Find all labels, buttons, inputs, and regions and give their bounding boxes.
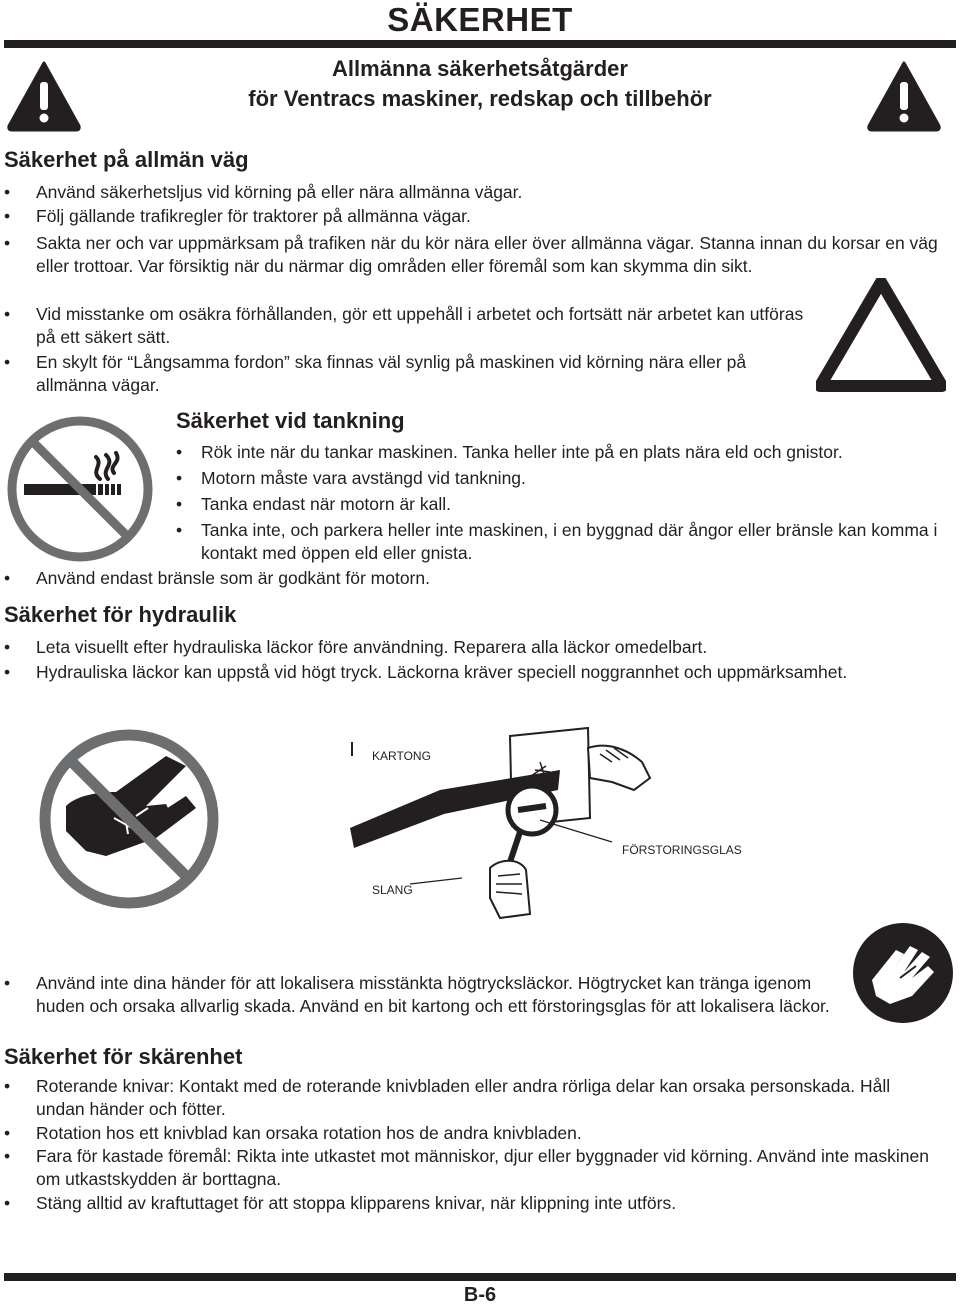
- list-item: • Leta visuellt efter hydrauliska läckor före användning. Reparera alla läckor omedelbart.: [4, 637, 708, 657]
- warning-triangle-icon-right: [866, 60, 942, 132]
- top-rule: [4, 40, 956, 48]
- heading-blade-safety: Säkerhet för skärenhet: [4, 1044, 243, 1069]
- heading-road-safety: Säkerhet på allmän väg: [4, 147, 249, 172]
- warning-triangle-icon-left: [6, 60, 82, 132]
- page-number: B-6: [463, 1284, 497, 1306]
- label-cardboard: KARTONG: [372, 749, 431, 763]
- list-item: • Fara för kastade föremål: Rikta inte utkastet mot människor, djur eller byggnader vid körning. Använd inte maskinen om utkastskydden är borttagna.: [4, 1146, 929, 1189]
- list-item: • Använd endast bränsle som är godkänt för motorn.: [4, 568, 430, 588]
- heading-fuel-safety: Säkerhet vid tankning: [176, 408, 405, 433]
- subtitle-line-2: för Ventracs maskiner, redskap och tillbehör: [248, 86, 712, 111]
- list-item: • Använd inte dina händer för att lokalisera misstänkta högtrycksläckor. Högtrycket kan tränga igenom huden och orsaka allvarlig skada. Använd en bit kartong och ett förstoringsglas för att lokalisera läckor.: [4, 973, 830, 1016]
- list-item: • Roterande knivar: Kontakt med de roterande knivbladen eller andra rörliga delar kan orsaka personskada. Håll undan händer och fötter.: [4, 1076, 891, 1119]
- no-hands-prohibition-icon: [36, 726, 222, 912]
- label-hose: SLANG: [372, 883, 413, 897]
- list-item: • Rök inte när du tankar maskinen. Tanka heller inte på en plats nära eld och gnistor.: [176, 442, 843, 462]
- list-item: • Vid misstanke om osäkra förhållanden, gör ett uppehåll i arbetet och fortsätt när arbetet kan utföras på ett säkert sätt.: [4, 304, 804, 347]
- label-magnifier: FÖRSTORINGSGLAS: [622, 843, 742, 857]
- list-item: • Hydrauliska läckor kan uppstå vid högt tryck. Läckorna kräver speciell noggrannhet och uppmärksamhet.: [4, 662, 848, 682]
- slow-moving-vehicle-sign-icon: [816, 278, 946, 392]
- list-item: • Följ gällande trafikregler för traktorer på allmänna vägar.: [4, 206, 471, 226]
- list-item: • Använd säkerhetsljus vid körning på eller nära allmänna vägar.: [4, 182, 523, 202]
- list-item: • Rotation hos ett knivblad kan orsaka rotation hos de andra knivbladen.: [4, 1123, 582, 1143]
- bottom-rule: [4, 1273, 956, 1281]
- list-item: • En skylt för “Långsamma fordon” ska finnas väl synlig på maskinen vid körning nära eller på allmänna vägar.: [4, 352, 747, 395]
- list-item: • Motorn måste vara avstängd vid tankning.: [176, 468, 526, 488]
- list-item: • Tanka endast när motorn är kall.: [176, 494, 451, 514]
- list-item: • Stäng alltid av kraftuttaget för att stoppa klipparens knivar, när klippning inte utförs.: [4, 1193, 677, 1213]
- subtitle-line-1: Allmänna säkerhetsåtgärder: [332, 56, 628, 81]
- list-item: • Tanka inte, och parkera heller inte maskinen, i en byggnad där ångor eller bränsle kan komma i kontakt med öppen eld eller gnista.: [176, 520, 938, 563]
- heading-hydraulic-safety: Säkerhet för hydraulik: [4, 602, 237, 627]
- hand-injection-warning-icon: [850, 920, 956, 1026]
- list-item: • Sakta ner och var uppmärksam på trafiken när du kör nära eller över allmänna vägar. Stanna innan du korsar en väg eller trottoar. Var försiktig när du närmar dig områden eller föremål som kan skymma din sikt.: [4, 233, 938, 276]
- page-title: SÄKERHET: [387, 1, 573, 38]
- no-smoking-icon: [4, 413, 156, 565]
